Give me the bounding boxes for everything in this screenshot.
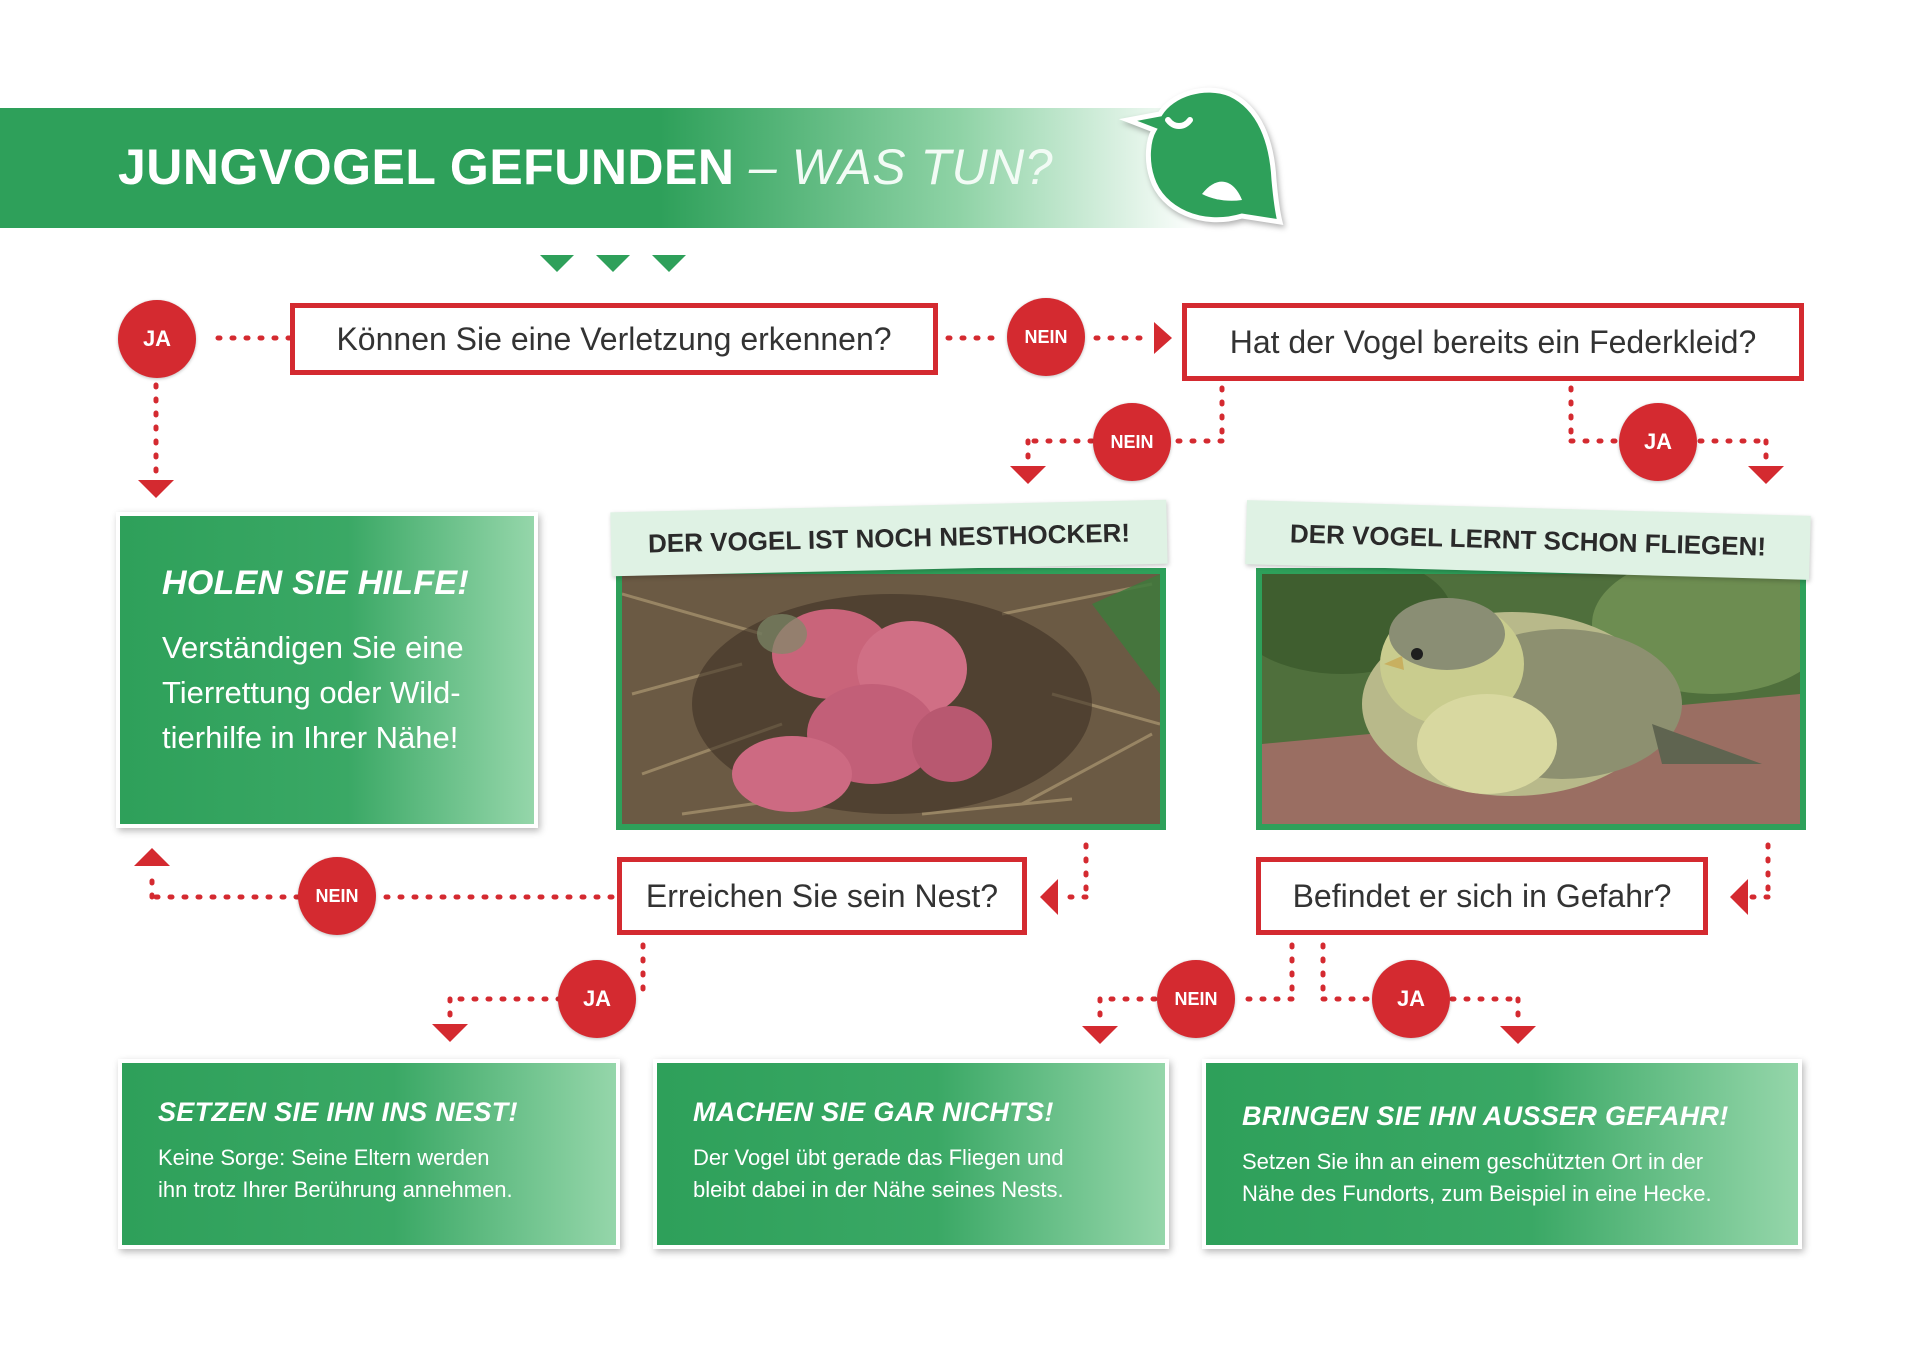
nestling-photo [616,568,1166,830]
result-nest-line-2: ihn trotz Ihrer Berührung annehmen. [158,1177,513,1202]
result-nest-title: SETZEN SIE IHN INS NEST! [158,1097,518,1127]
nestling-label: DER VOGEL IST NOCH NESTHOCKER! [610,500,1167,577]
down-markers-icon [540,255,690,275]
help-text-line-3: tierhilfe in Ihrer Nähe! [162,720,459,755]
answer-ja-nest: JA [558,960,636,1038]
answer-ja-plumage: JA [1619,403,1697,481]
result-nothing-line-2: bleibt dabei in der Nähe seines Nests. [693,1177,1064,1202]
title-subtitle: – WAS TUN? [748,139,1054,195]
question-plumage: Hat der Vogel bereits ein Federkleid? [1182,303,1804,381]
result-safety-box [1202,1059,1802,1249]
result-safety-line-2: Nähe des Fundorts, zum Beispiel in eine Hecke. [1242,1181,1712,1206]
fledgling-label: DER VOGEL LERNT SCHON FLIEGEN! [1245,500,1811,580]
help-text-line-2: Tierrettung oder Wild- [162,675,461,710]
answer-nein-plumage: NEIN [1093,403,1171,481]
question-danger: Befindet er sich in Gefahr? [1256,857,1708,935]
question-reach-nest: Erreichen Sie sein Nest? [617,857,1027,935]
result-nothing-line-1: Der Vogel übt gerade das Fliegen und [693,1145,1064,1170]
title-main: JUNGVOGEL GEFUNDEN [118,139,735,195]
result-nothing-title: MACHEN SIE GAR NICHTS! [693,1097,1054,1127]
question-injury: Können Sie eine Verletzung erkennen? [290,303,938,375]
result-nothing-box [653,1059,1169,1249]
answer-ja-danger: JA [1372,960,1450,1038]
page-title [118,138,1053,196]
bird-logo-icon [1110,82,1290,242]
help-title: HOLEN SIE HILFE! [162,564,470,602]
fledgling-photo [1256,568,1806,830]
result-safety-line-1: Setzen Sie ihn an einem geschützten Ort in der [1242,1149,1704,1174]
help-box [116,512,538,828]
help-text-line-1: Verständigen Sie eine [162,630,464,665]
result-nest-line-1: Keine Sorge: Seine Eltern werden [158,1145,490,1170]
result-safety-title: BRINGEN SIE IHN AUSSER GEFAHR! [1242,1101,1729,1131]
answer-ja-injury: JA [118,300,196,378]
answer-nein-danger: NEIN [1157,960,1235,1038]
result-nest-box [118,1059,620,1249]
answer-nein-injury: NEIN [1007,298,1085,376]
answer-nein-nest: NEIN [298,857,376,935]
